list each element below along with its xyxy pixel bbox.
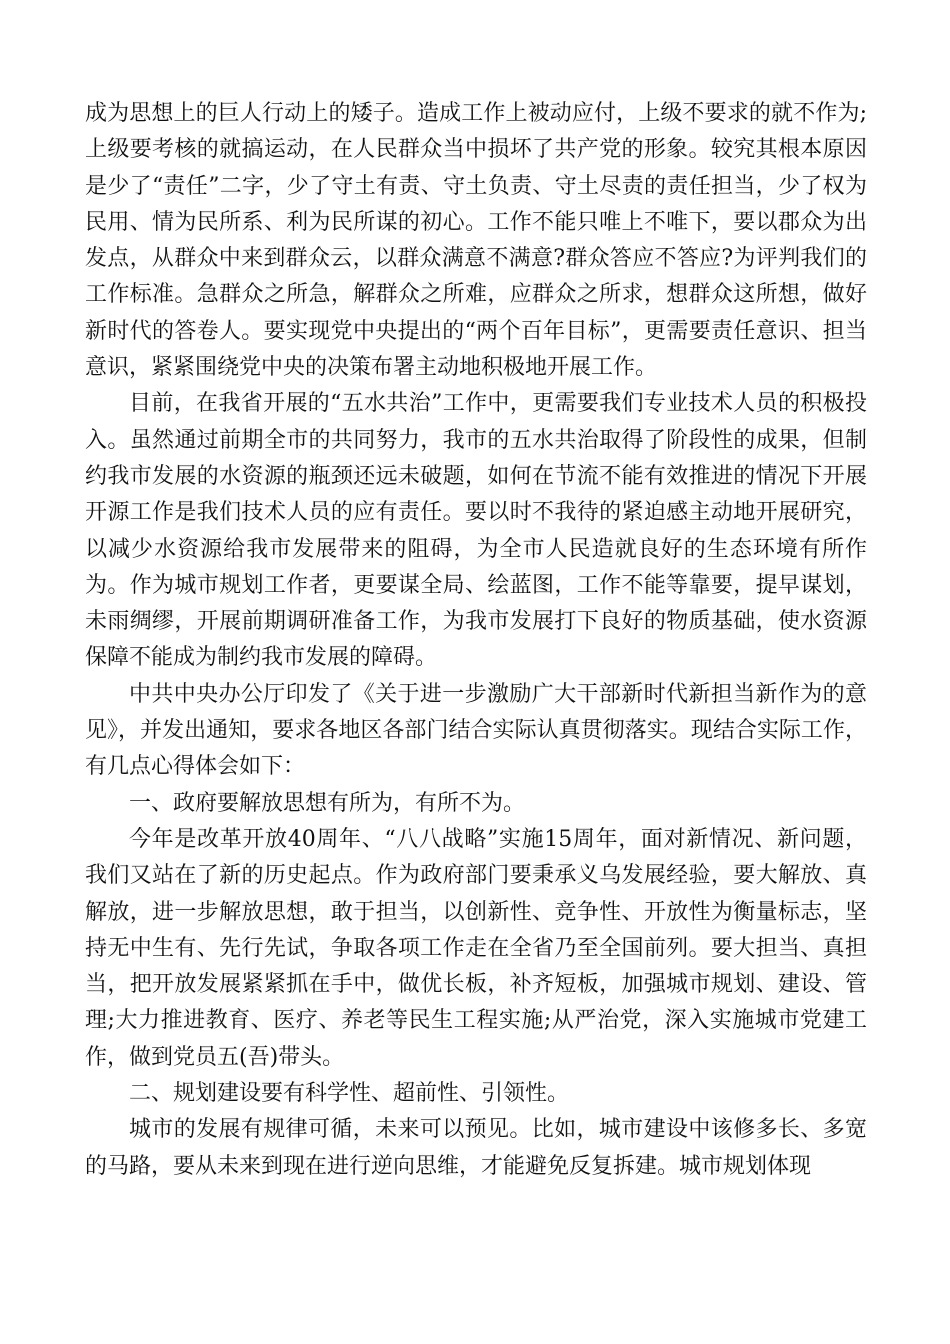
paragraph-five-water: 目前，在我省开展的“五水共治”工作中，更需要我们专业技术人员的积极投入。虽然通过前期全市的共同努力，我市的五水共治取得了阶段性的成果，但制约我市发展的水资源的瓶颈还远未破题，如何在节流不能有效推进的情况下开展开源工作是我们技术人员的应有责任。要以时不我待的紧迫感主动地开展研究，以减少水资源给我市发展带来的阻碍，为全市人民造就良好的生态环境有所作为。作为城市规划工作者，更要谋全局、绘蓝图，工作不能等靠要，提早谋划，未雨绸缪，开展前期调研准备工作，为我市发展打下良好的物质基础，使水资源保障不能成为制约我市发展的障碍。 (85, 391, 867, 671)
paragraph-city-development: 城市的发展有规律可循，未来可以预见。比如，城市建设中该修多长、多宽的马路，要从未来到现在进行逆向思维，才能避免反复拆建。城市规划体现 (85, 1117, 867, 1179)
section-heading-2: 二、规划建设要有科学性、超前性、引领性。 (129, 1081, 570, 1107)
paragraph-reform-anniversary: 今年是改革开放40周年、“八八战略”实施15周年，面对新情况、新问题，我们又站在了新的历史起点。作为政府部门要秉承义乌发展经验，要大解放、真解放，进一步解放思想，敢于担当，以创新性、竞争性、开放性为衡量标志，坚持无中生有、先行先试，争取各项工作走在全省乃至全国前列。要大担当、真担当，把开放发展紧紧抓在手中，做优长板，补齐短板，加强城市规划、建设、管理;大力推进教育、医疗、养老等民生工程实施;从严治党，深入实施城市党建工作，做到党员五(吾)带头。 (85, 826, 867, 1070)
section-heading-1: 一、政府要解放思想有所为，有所不为。 (129, 790, 526, 816)
paragraph-continuation: 成为思想上的巨人行动上的矮子。造成工作上被动应付，上级不要求的就不作为;上级要考核的就搞运动，在人民群众当中损坏了共产党的形象。较究其根本原因是少了“责任”二字，少了守土有责、守土负责、守土尽责的责任担当，少了权为民用、情为民所系、利为民所谋的初心。工作不能只唯上不唯下，要以郡众为出发点，从群众中来到群众云，以群众满意不满意?群众答应不答应?为评判我们的工作标准。急群众之所急，解群众之所难，应群众之所求，想群众这所想，做好新时代的答卷人。要实现党中央提出的“两个百年目标”，更需要责任意识、担当意识，紧紧围绕党中央的决策布署主动地积极地开展工作。 (85, 101, 867, 381)
paragraph-opinion-notice: 中共中央办公厅印发了《关于进一步激励广大干部新时代新担当新作为的意见》，并发出通知，要求各地区各部门结合实际认真贯彻落实。现结合实际工作，有几点心得体会如下： (85, 681, 867, 780)
document-page (85, 96, 867, 1185)
